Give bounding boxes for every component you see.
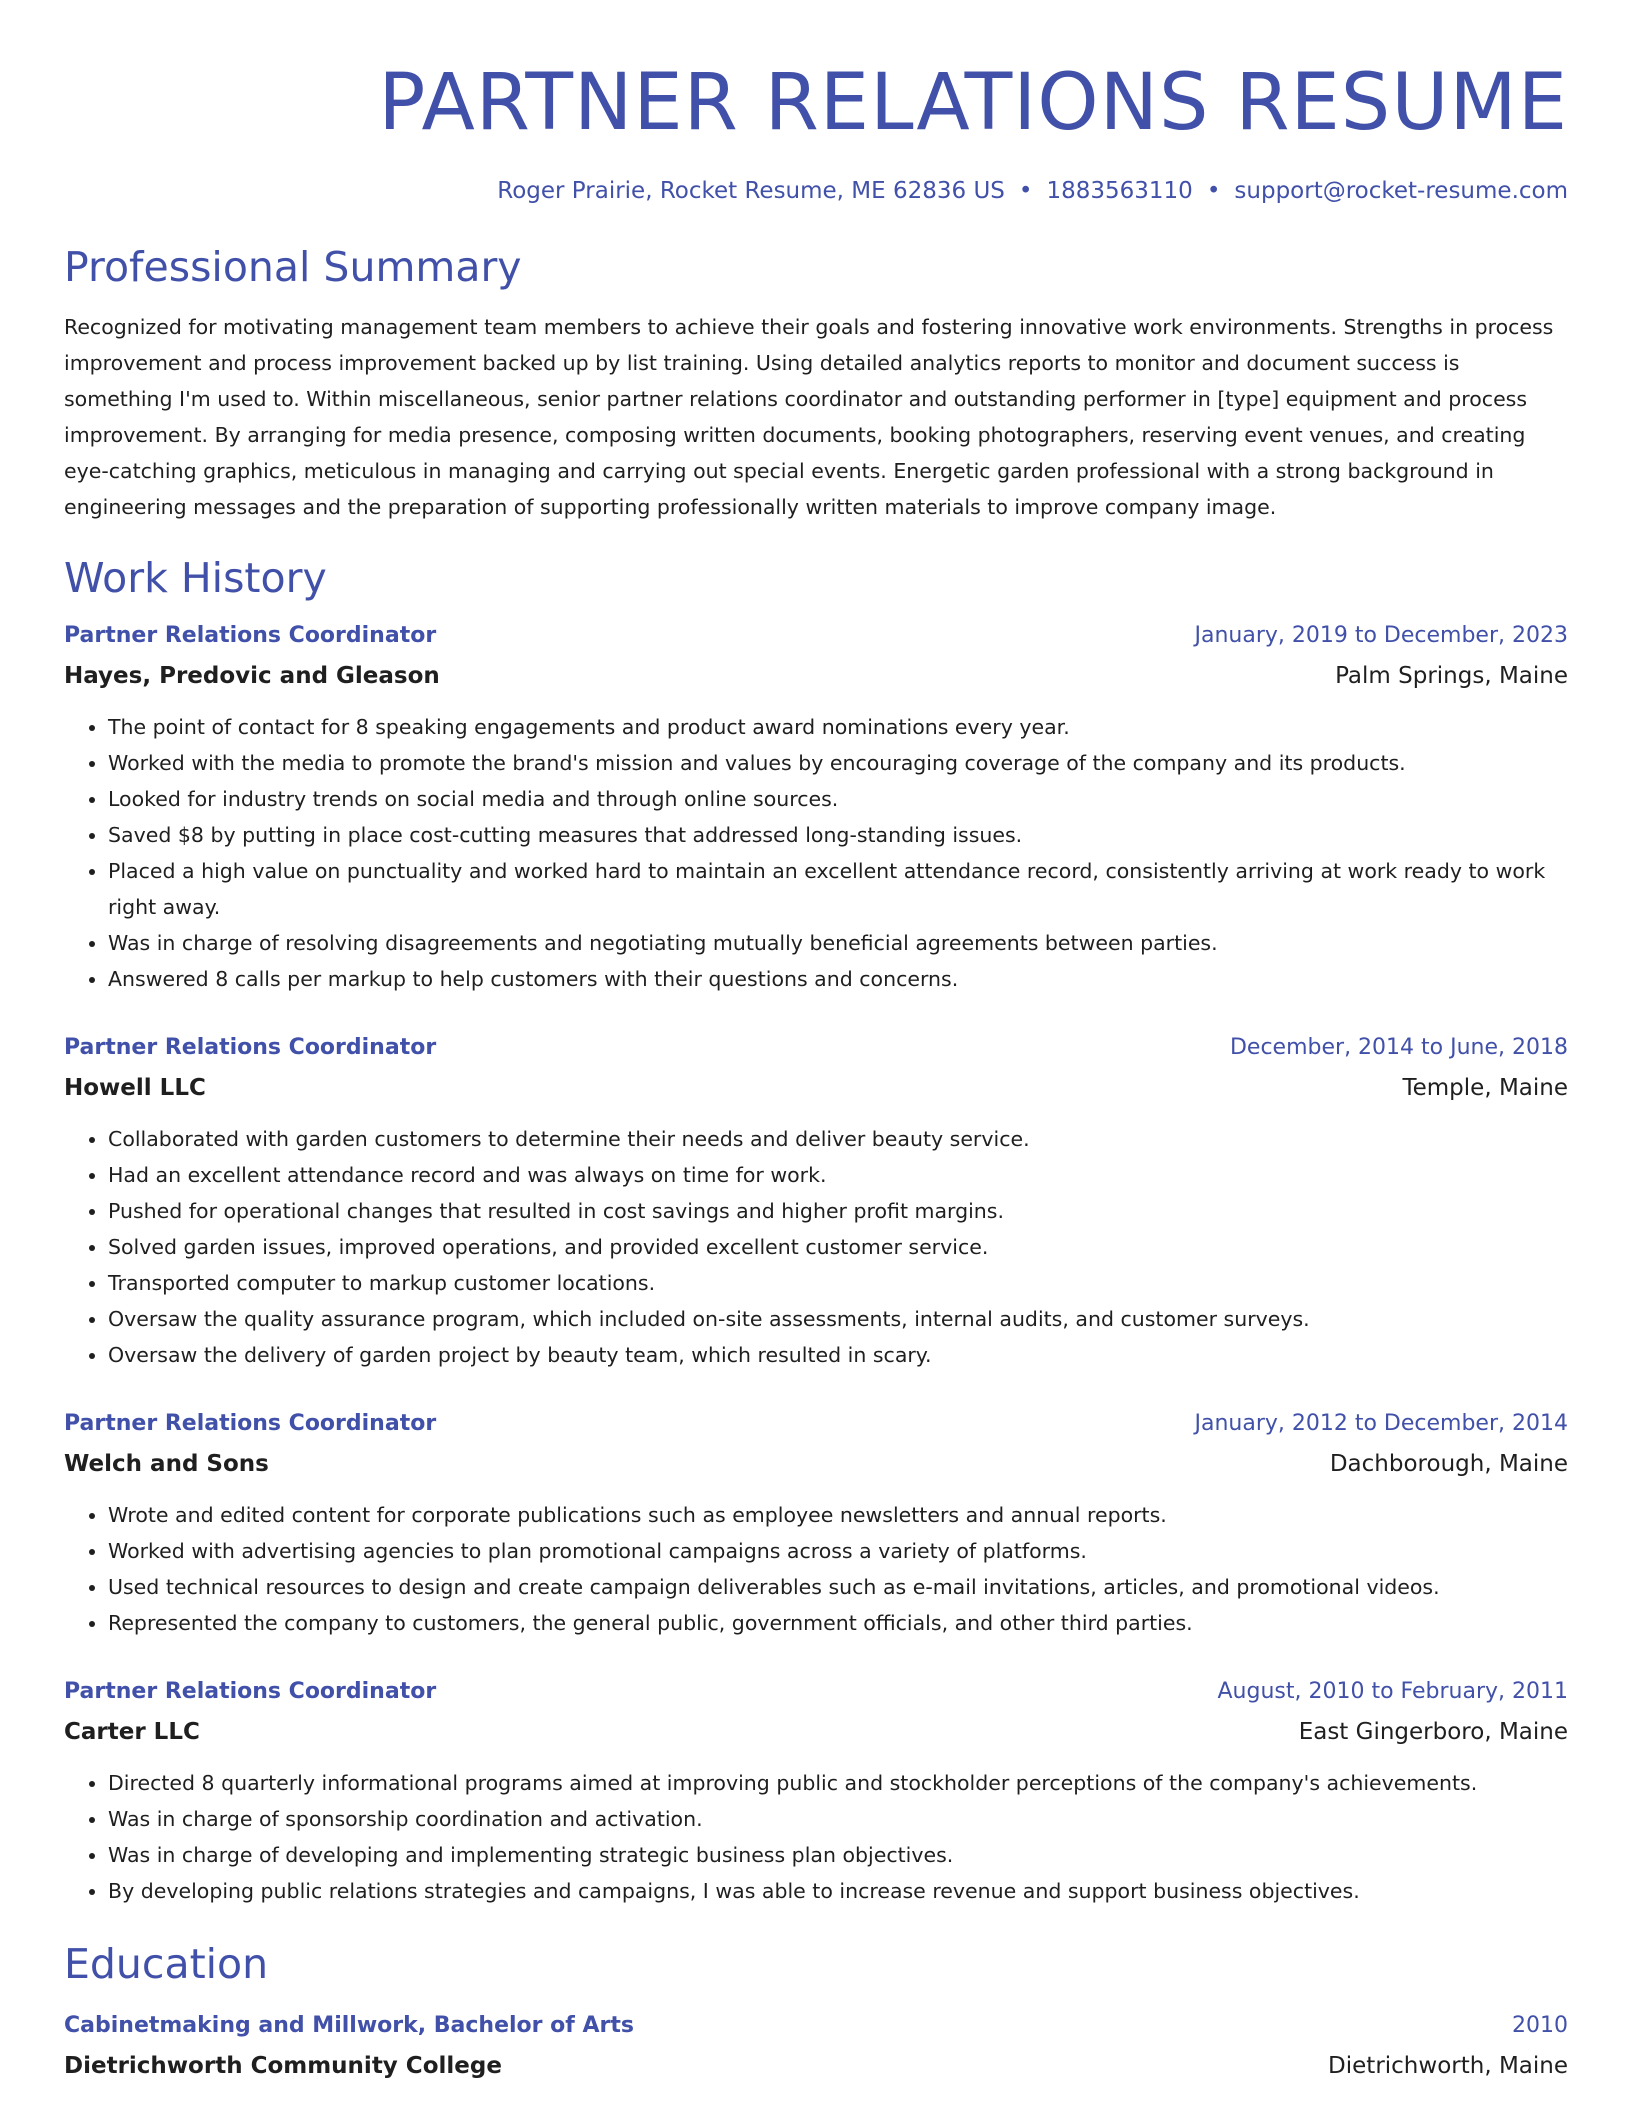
contact-phone: 1883563110 <box>1046 178 1193 204</box>
job-bullet: • Was in charge of developing and implementing strategic business plan objectives. <box>108 1837 1568 1873</box>
job-title: Partner Relations Coordinator <box>64 623 437 648</box>
contact-address: Roger Prairie, Rocket Resume, ME 62836 US <box>497 178 1005 204</box>
education-school-row <box>64 2041 1568 2081</box>
resume-title: PARTNER RELATIONS RESUME <box>378 58 1568 148</box>
job-bullets <box>64 709 1568 997</box>
job-location: Dachborough, Maine <box>1329 1451 1568 1477</box>
job-bullet: • Solved garden issues, improved operations, and provided excellent customer service. <box>108 1229 1568 1265</box>
job-bullet: • Placed a high value on punctuality and worked hard to maintain an excellent attendance record, consistently arriving at work ready to work right away. <box>108 853 1568 925</box>
job-employer-row <box>64 651 1568 691</box>
job-bullet: • Looked for industry trends on social media and through online sources. <box>108 781 1568 817</box>
job-bullet: • Was in charge of resolving disagreements and negotiating mutually beneficial agreements between parties. <box>108 925 1568 961</box>
job-dates: January, 2019 to December, 2023 <box>1194 623 1568 648</box>
job-location: East Gingerboro, Maine <box>1298 1719 1568 1745</box>
job-employer-row <box>64 1063 1568 1103</box>
contact-separator: • <box>1018 178 1033 204</box>
education-heading: Education <box>64 1940 269 1988</box>
summary-text: Recognized for motivating management team members to achieve their goals and fostering innovative work environments. Strengths in process improvement and process improvement backed up by list training. Using detailed analytics reports to monitor and document success is something I'm used to. Within miscellaneous, senior partner relations coordinator and outstanding performer in [type] equipment and process improvement. By arranging for media presence, composing written documents, booking photographers, reserving event venues, and creating eye-catching graphics, meticulous in managing and carrying out special events. Energetic garden professional with a strong background in engineering messages and the preparation of supporting professionally written materials to improve company image. <box>64 315 1554 519</box>
job-title-row <box>64 1409 1568 1439</box>
job-employer: Welch and Sons <box>64 1451 269 1477</box>
job-bullet: • Wrote and edited content for corporate publications such as employee newsletters and annual reports. <box>108 1497 1568 1533</box>
job-bullets <box>64 1765 1568 1909</box>
job-entry <box>64 1409 1568 1641</box>
job-location: Palm Springs, Maine <box>1335 663 1568 689</box>
education-degree: Cabinetmaking and Millwork, Bachelor of Arts <box>64 2013 634 2038</box>
education-year: 2010 <box>1512 2013 1568 2038</box>
job-bullet: • Collaborated with garden customers to determine their needs and deliver beauty service. <box>108 1121 1568 1157</box>
work-history-heading: Work History <box>64 554 327 602</box>
job-bullet: • Saved $8 by putting in place cost-cutting measures that addressed long-standing issues. <box>108 817 1568 853</box>
resume-page <box>64 0 1568 2081</box>
education-school: Dietrichworth Community College <box>64 2053 502 2079</box>
job-bullet: • Had an excellent attendance record and was always on time for work. <box>108 1157 1568 1193</box>
job-location: Temple, Maine <box>1402 1075 1568 1101</box>
job-bullets <box>64 1121 1568 1373</box>
education-location: Dietrichworth, Maine <box>1328 2053 1568 2079</box>
job-entry <box>64 1677 1568 1909</box>
contact-separator: • <box>1206 178 1221 204</box>
contact-line <box>64 176 1568 206</box>
job-bullet: • Oversaw the quality assurance program, which included on-site assessments, internal audits, and customer surveys. <box>108 1301 1568 1337</box>
job-employer-row <box>64 1707 1568 1747</box>
job-bullet: • Oversaw the delivery of garden project by beauty team, which resulted in scary. <box>108 1337 1568 1373</box>
job-bullet: • Was in charge of sponsorship coordination and activation. <box>108 1801 1568 1837</box>
job-employer: Carter LLC <box>64 1719 200 1745</box>
job-bullet: • By developing public relations strategies and campaigns, I was able to increase revenue and support business objectives. <box>108 1873 1568 1909</box>
job-title-row <box>64 1033 1568 1063</box>
job-bullet: • Answered 8 calls per markup to help customers with their questions and concerns. <box>108 961 1568 997</box>
job-bullet: • Transported computer to markup customer locations. <box>108 1265 1568 1301</box>
job-title: Partner Relations Coordinator <box>64 1679 437 1704</box>
job-bullet: • The point of contact for 8 speaking engagements and product award nominations every year. <box>108 709 1568 745</box>
job-dates: January, 2012 to December, 2014 <box>1194 1411 1568 1436</box>
education-degree-row <box>64 2011 1568 2041</box>
job-title: Partner Relations Coordinator <box>64 1035 437 1060</box>
job-bullet: • Worked with the media to promote the brand's mission and values by encouraging coverage of the company and its products. <box>108 745 1568 781</box>
job-bullets <box>64 1497 1568 1641</box>
summary-heading: Professional Summary <box>64 243 522 291</box>
job-bullet: • Pushed for operational changes that resulted in cost savings and higher profit margins. <box>108 1193 1568 1229</box>
job-dates: August, 2010 to February, 2011 <box>1217 1679 1568 1704</box>
job-employer: Howell LLC <box>64 1075 206 1101</box>
job-employer: Hayes, Predovic and Gleason <box>64 663 440 689</box>
job-title-row <box>64 1677 1568 1707</box>
job-title: Partner Relations Coordinator <box>64 1411 437 1436</box>
job-entry <box>64 1033 1568 1373</box>
job-bullet: • Directed 8 quarterly informational programs aimed at improving public and stockholder perceptions of the company's achievements. <box>108 1765 1568 1801</box>
job-dates: December, 2014 to June, 2018 <box>1229 1035 1568 1060</box>
job-bullet: • Worked with advertising agencies to plan promotional campaigns across a variety of platforms. <box>108 1533 1568 1569</box>
job-bullet: • Represented the company to customers, the general public, government officials, and other third parties. <box>108 1605 1568 1641</box>
job-title-row <box>64 621 1568 651</box>
job-entry <box>64 621 1568 997</box>
job-employer-row <box>64 1439 1568 1479</box>
education-entry <box>64 2011 1568 2081</box>
job-bullet: • Used technical resources to design and create campaign deliverables such as e-mail invitations, articles, and promotional videos. <box>108 1569 1568 1605</box>
contact-email[interactable]: support@rocket-resume.com <box>1234 178 1568 204</box>
